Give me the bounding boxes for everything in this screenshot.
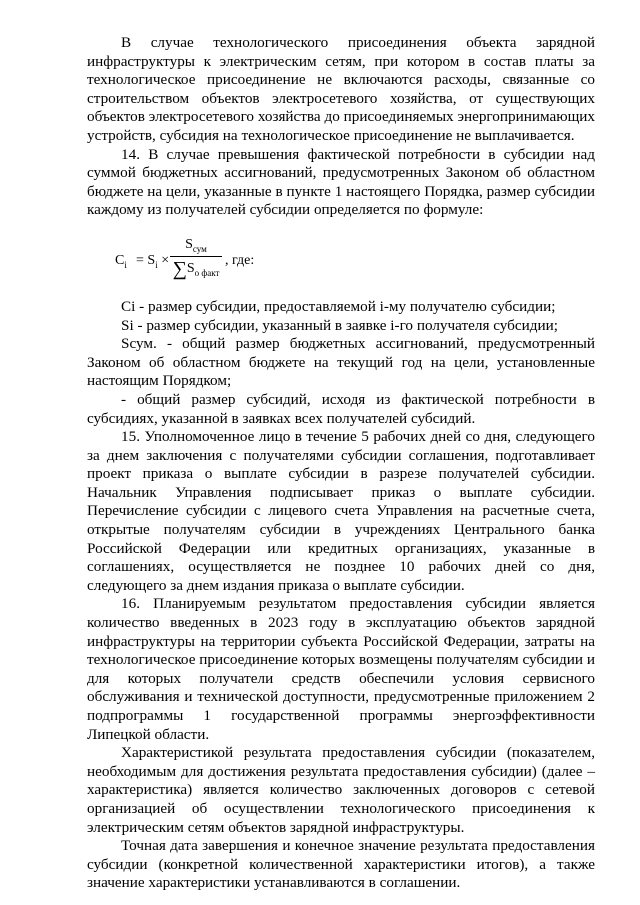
formula-fraction (170, 236, 222, 284)
formula-denominator: $\sum S_{о факт}$ (172, 257, 220, 280)
formula-tail: , где: (225, 252, 255, 268)
paragraph-characteristic: Характеристикой результата предоставления субсидии (показателем, необходимым для достижения результата предоставления субсидии) (далее – характеристика) является количество заключенных договоров с сетевой организацией об осуществлении технологического присоединения к электрическим сетям объектов зарядной инфраструктуры. (87, 744, 595, 836)
definition-ci: Ci - размер субсидии, предоставляемой i-му получателю субсидии; (121, 297, 556, 315)
paragraph-16: 16. Планируемым результатом предоставления субсидии является количество введенных в 2023 году в эксплуатацию объектов зарядной инфраструктуры на территории субъекта Российской Федерации, затраты на технологическое присоединение которых возмещены получателям субсидии и для которых получатели средств обеспечили условия сервисного обслуживания и технической доступности, предусмотренные приложением 2 подпрограммы 1 государственной программы энергоэффективности Липецкой области. (87, 595, 595, 743)
document-page (87, 34, 595, 893)
definition-ssum: Sсум. - общий размер бюджетных ассигнований, предусмотренный Законом об областном бюджете на текущий год на цели, установленные настоящим Порядком; (87, 335, 595, 390)
formula-si-term: = $S_i$ × (136, 252, 170, 270)
formula-numerator: $S_{сум}$ (185, 236, 207, 254)
paragraph-15: 15. Уполномоченное лицо в течение 5 рабочих дней со дня, следующего за днем заключения с получателями субсидии соглашения, подготавливает проект приказа о выплате субсидии в разрезе получателей субсидии. Начальник Управления подписывает приказ о выплате субсидии. Перечисление субсидии с лицевого счета Управления на расчетные счета, открытые получателям субсидии в учреждениях Центрального банка Российской Федерации или кредитных организациях, указанные в соглашениях, осуществляется не позднее 10 рабочих дней со дня, следующего за днем издания приказа о выплате субсидии. (87, 428, 595, 594)
subsidy-formula (87, 236, 595, 288)
paragraph-14: 14. В случае превышения фактической потребности в субсидии над суммой бюджетных ассигнований, предусмотренных Законом об областном бюджете на цели, указанные в пункте 1 настоящего Порядка, размер субсидии каждому из получателей субсидии определяется по формуле: (87, 145, 595, 219)
definition-sfact: - общий размер субсидий, исходя из фактической потребности в субсидиях, указанной в заявках всех получателей субсидий. (87, 390, 595, 427)
definition-si: Si - размер субсидии, указанный в заявке i-го получателя субсидии; (121, 316, 558, 334)
paragraph-tech-connection: В случае технологического присоединения объекта зарядной инфраструктуры к электрическим сетям, при котором в состав платы за технологическое присоединение не включаются расходы, связанные со строительством объектов электросетевого хозяйства, от существующих объектов электросетевого хозяйства до присоединяемых энергопринимающих устройств, субсидия на технологическое присоединение не выплачивается. (87, 34, 595, 144)
fraction-bar (170, 256, 222, 257)
formula-lhs: $C_i$ (115, 252, 127, 270)
paragraph-exact-date: Точная дата завершения и конечное значение результата предоставления субсидии (конкретной количественной характеристики итогов), а также значение характеристики устанавливаются в соглашении. (87, 837, 595, 892)
